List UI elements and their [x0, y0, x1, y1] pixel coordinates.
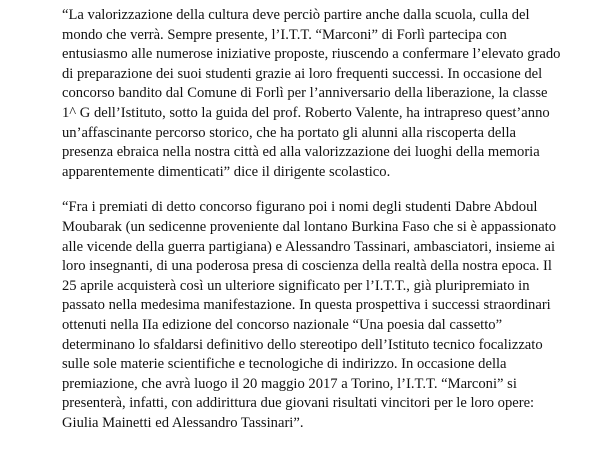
text-line: “La valorizzazione della cultura deve perciò partire anche dalla scuola, culla del — [62, 7, 530, 23]
text-line: concorso bandito dal Comune di Forlì per l’anniversario della liberazione, la classe — [62, 85, 548, 102]
text-line: di preparazione dei suoi studenti grazie ai loro frequenti successi. In occasione del — [62, 65, 543, 82]
text-line: passato nella medesima manifestazione. In questa prospettiva i successi straordinari — [62, 297, 551, 314]
text-line: presenza ebraica nella nostra città ed alla valorizzazione dei luoghi della memoria — [62, 144, 540, 161]
text-line: mondo che verrà. Sempre presente, l’I.T.T. “Marconi” di Forlì partecipa con — [62, 26, 507, 43]
text-line: presenterà, infatti, con addirittura due giovani risultati vincitori per le loro opere: — [62, 395, 535, 412]
text-line: 25 aprile acquisterà così un ulteriore significato per l’I.T.T., già pluripremiato in — [62, 277, 530, 294]
text-line: sulle sole materie scientifiche e tecnologiche di indirizzo. In occasione della — [62, 356, 507, 373]
paragraph-2 — [62, 198, 578, 433]
text-line: entusiasmo alle numerose iniziative proposte, riuscendo a confermare l’elevato grado — [62, 46, 561, 63]
text-line: ottenuti nella IIa edizione del concorso nazionale “Una poesia dal cassetto” — [62, 316, 503, 333]
text-line: premiazione, che avrà luogo il 20 maggio 2017 a Torino, l’I.T.T. “Marconi” si — [62, 375, 517, 392]
text-line: Giulia Mainetti ed Alessandro Tassinari”. — [62, 414, 304, 431]
text-line: alle vicende della guerra partigiana) e Alessandro Tassinari, ambasciatori, insieme ai — [62, 238, 556, 255]
text-line: “Fra i premiati di detto concorso figurano poi i nomi degli studenti Dabre Abdoul — [62, 199, 538, 216]
text-line: loro insegnanti, di una poderosa presa di coscienza della realtà della nostra epoca. Il — [62, 258, 552, 275]
text-line: un’affascinante percorso storico, che ha portato gli alunni alla riscoperta della — [62, 124, 516, 141]
text-line: determinano lo sfaldarsi definitivo dello stereotipo dell’Istituto tecnico focalizzato — [62, 336, 543, 353]
paragraph-1 — [62, 6, 578, 182]
document-body — [62, 6, 578, 449]
text-line: Moubarak (un sedicenne proveniente dal lontano Burkina Faso che si è appassionato — [62, 218, 557, 235]
text-line: 1^ G dell’Istituto, sotto la guida del prof. Roberto Valente, ha intrapreso quest’anno — [62, 104, 550, 121]
text-line: apparentemente dimenticati” dice il dirigente scolastico. — [62, 163, 391, 180]
